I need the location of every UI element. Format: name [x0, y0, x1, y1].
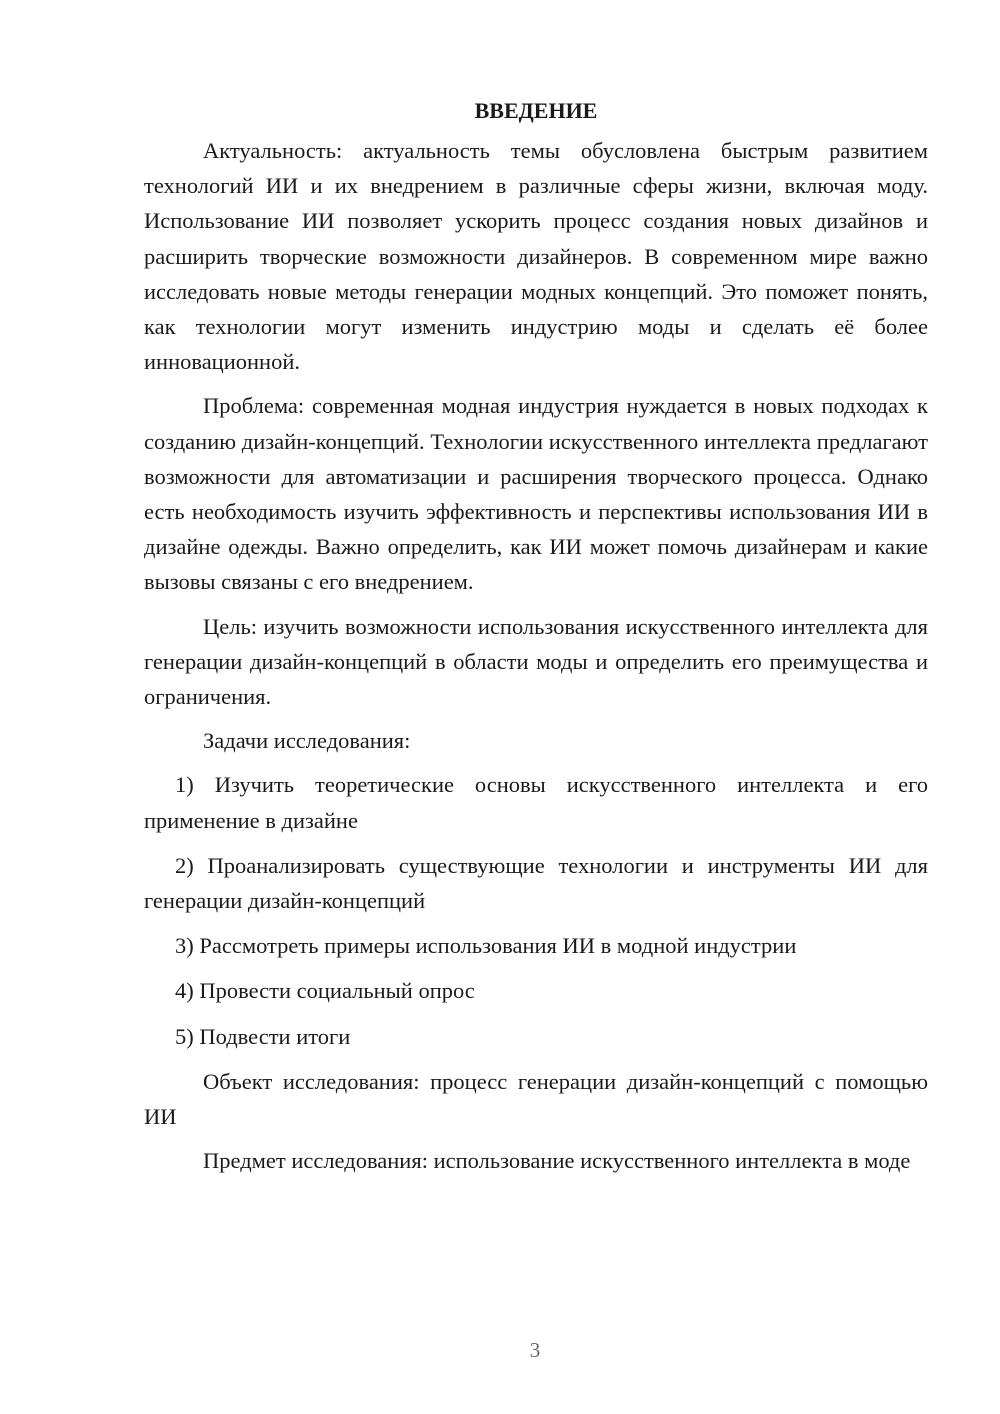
- paragraph-problem: Проблема: современная модная индустрия нуждается в новых подходах к созданию дизайн-концепций. Технологии искусственного интеллекта предлагают возможности для автоматизации и расширения творческого процесса. Однако есть необходимость изучить эффективность и перспективы использования ИИ в дизайне одежды. Важно определить, как ИИ может помочь дизайнерам и какие вызовы связаны с его внедрением.: [144, 393, 928, 595]
- tasks-heading: Задачи исследования:: [203, 728, 411, 754]
- page-title: ВВЕДЕНИЕ: [474, 98, 598, 123]
- paragraph-relevance: Актуальность: актуальность темы обусловлена быстрым развитием технологий ИИ и их внедрением в различные сферы жизни, включая моду. Использование ИИ позволяет ускорить процесс создания новых дизайнов и расширить творческие возможности дизайнеров. В современном мире важно исследовать новые методы генерации модных концепций. Это поможет понять, как технологии могут изменить индустрию моды и сделать её более инновационной.: [144, 138, 928, 375]
- page-content: [144, 93, 928, 1187]
- paragraph-object: Объект исследования: процесс генерации дизайн-концепций с помощью ИИ: [144, 1068, 928, 1130]
- task-item: 1) Изучить теоретические основы искусственного интеллекта и его применение в дизайне: [144, 772, 928, 833]
- task-item: 2) Проанализировать существующие технологии и инструменты ИИ для генерации дизайн-концепций: [144, 852, 928, 914]
- task-item: 3) Рассмотреть примеры использования ИИ в модной индустрии: [175, 933, 797, 959]
- paragraph-goal: Цель: изучить возможности использования искусственного интеллекта для генерации дизайн-концепций в области моды и определить его преимущества и ограничения.: [144, 613, 928, 710]
- task-item: 4) Провести социальный опрос: [175, 978, 475, 1004]
- paragraph-subject: Предмет исследования: использование искусственного интеллекта в моде: [203, 1148, 911, 1174]
- task-item: 5) Подвести итоги: [175, 1023, 351, 1049]
- page-number: 3: [529, 1338, 541, 1362]
